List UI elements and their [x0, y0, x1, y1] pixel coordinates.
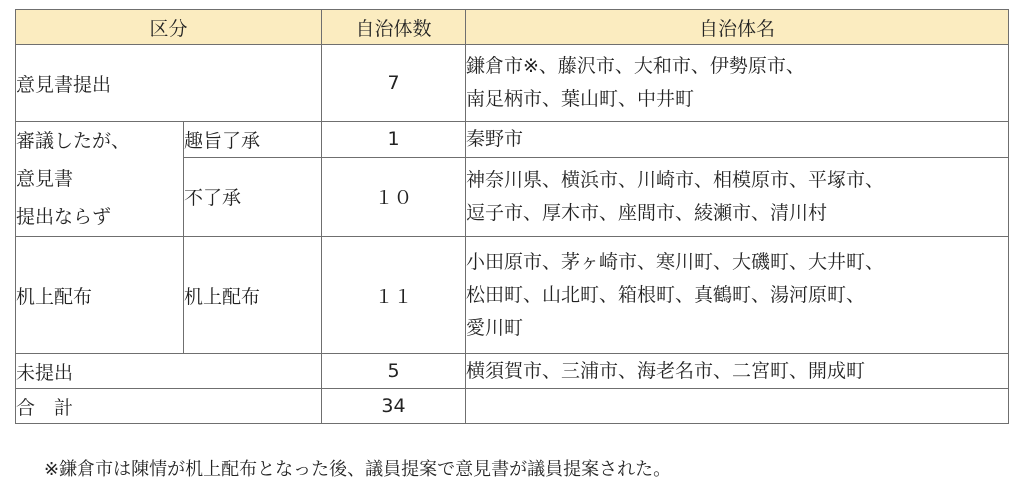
label-line: 提出ならず: [16, 206, 112, 228]
municipality-table: [15, 9, 1009, 424]
row-count-total: 34: [322, 389, 466, 424]
names-line: 愛川町: [466, 316, 524, 339]
table-row: [16, 354, 1009, 389]
row-count-kijo: １１: [322, 237, 466, 354]
row-label-total: 合 計: [16, 389, 322, 424]
row-label-shingi: [16, 122, 184, 237]
row-count-furyo: １０: [322, 157, 466, 236]
table-row: [16, 45, 1009, 122]
names-line: 小田原市、茅ヶ崎市、寒川町、大磯町、大井町、: [466, 250, 885, 273]
names-line: 鎌倉市※、藤沢市、大和市、伊勢原市、: [466, 55, 805, 77]
row-sublabel-kijo: 机上配布: [184, 237, 322, 354]
table-row: [16, 237, 1009, 354]
row-count-iken: 7: [322, 45, 466, 122]
row-names-kijo: [466, 237, 1009, 354]
table-row: [16, 389, 1009, 424]
row-names-furyo: [466, 157, 1009, 236]
row-label-kijo: 机上配布: [16, 237, 184, 354]
row-sublabel-shushi: 趣旨了承: [184, 122, 322, 158]
header-category: 区分: [16, 10, 322, 45]
row-count-shushi: 1: [322, 122, 466, 158]
label-line: 意見書: [16, 168, 74, 190]
row-names-iken: [466, 45, 1009, 122]
row-names-mi: 横須賀市、三浦市、海老名市、二宮町、開成町: [466, 354, 1009, 389]
row-count-mi: 5: [322, 354, 466, 389]
row-names-total: [466, 389, 1009, 424]
names-line: 神奈川県、横浜市、川崎市、相模原市、平塚市、: [466, 168, 885, 191]
names-line: 南足柄市、葉山町、中井町: [466, 88, 695, 110]
header-names: 自治体名: [466, 10, 1009, 45]
header-count: 自治体数: [322, 10, 466, 45]
names-line: 逗子市、厚木市、座間市、綾瀬市、清川村: [466, 201, 828, 224]
row-label-mi: 未提出: [16, 354, 322, 389]
row-sublabel-furyo: 不了承: [184, 157, 322, 236]
label-line: 審議したが、: [16, 130, 131, 152]
row-names-shushi: 秦野市: [466, 122, 1009, 158]
names-line: 松田町、山北町、箱根町、真鶴町、湯河原町、: [466, 283, 866, 306]
header-row: [16, 10, 1009, 45]
footnote: ※鎌倉市は陳情が机上配布となった後、議員提案で意見書が議員提案された。: [44, 459, 672, 480]
row-label-iken: 意見書提出: [16, 45, 322, 122]
table-row: [16, 122, 1009, 158]
